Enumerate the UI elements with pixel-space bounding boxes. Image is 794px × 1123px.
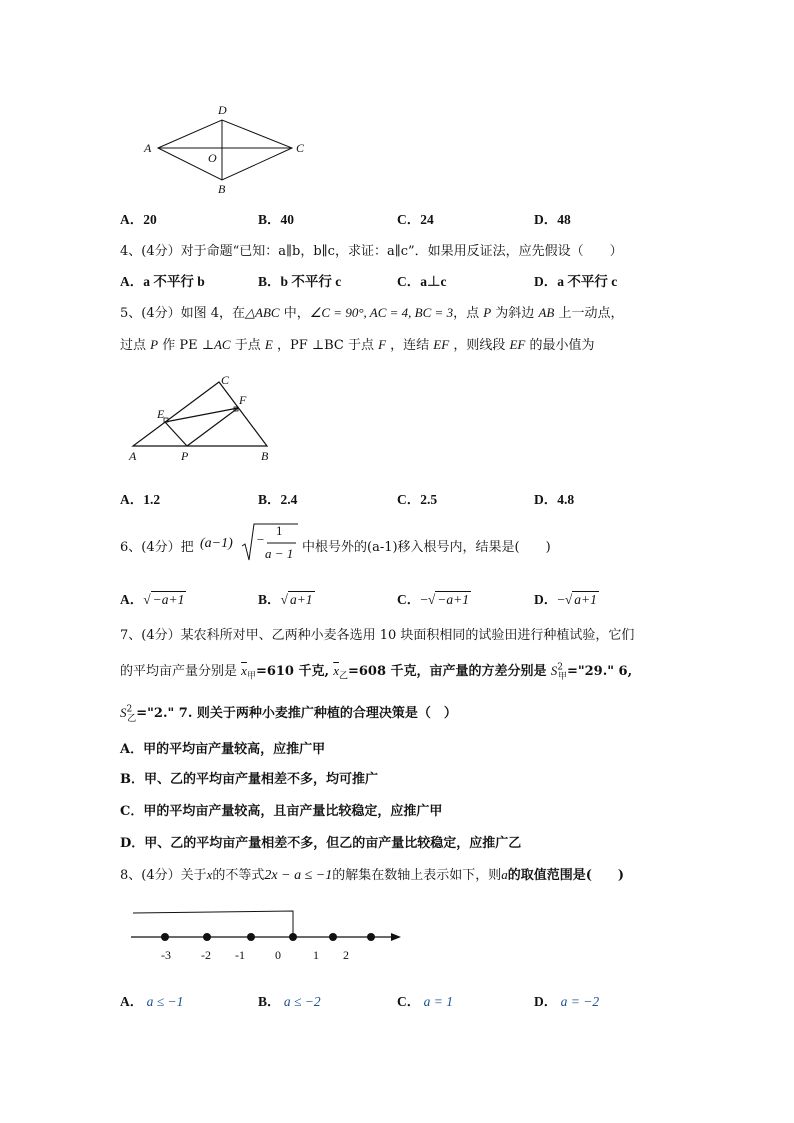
rhombus-figure <box>140 100 310 195</box>
tick-label: 1 <box>313 948 319 962</box>
tick-label: 2 <box>343 948 349 962</box>
q5-option-b[interactable]: B．2.4 <box>258 492 298 507</box>
triangle-figure <box>125 372 285 467</box>
q3-option-d[interactable]: D．48 <box>534 212 571 227</box>
q6-numerator: 1 <box>276 523 283 538</box>
triangle-label-p: P <box>181 449 189 463</box>
q6-minus: − <box>256 532 265 547</box>
q3-option-a[interactable]: A．20 <box>120 212 157 227</box>
tick-label: 0 <box>275 948 281 962</box>
tick-label: -1 <box>235 948 245 962</box>
tick-label: -2 <box>201 948 211 962</box>
q7-option-d[interactable]: D．甲、乙的平均亩产量相差不多，但乙的亩产量比较稳定，应推广乙 <box>120 836 522 851</box>
triangle-label-e: E <box>157 407 165 421</box>
rhombus-label-c: C <box>296 141 305 155</box>
q3-option-c[interactable]: C．24 <box>397 212 434 227</box>
number-line <box>125 905 415 965</box>
triangle-label-f: F <box>239 393 247 407</box>
q3-option-b[interactable]: B．40 <box>258 212 295 227</box>
q7-stem-line3: $S^2_乙="2$." 7. 则关于两种小麦推广种植的合理决策是（ ） <box>120 704 457 724</box>
q4-stem: 4、(4分）对于命题“已知：a∥b，b∥c，求证：a∥c”．如果用反证法，应先假设（ ） <box>120 244 623 259</box>
q6-denominator: a − 1 <box>265 546 294 561</box>
q6-stem-start: 6、(4分）把 <box>120 540 194 555</box>
rhombus-label-d: D <box>218 103 227 117</box>
q7-option-b[interactable]: B．甲、乙的平均亩产量相差不多，均可推广 <box>120 772 378 787</box>
q6-option-b[interactable]: B．√ a+1 <box>258 592 313 607</box>
triangle-label-a: A <box>129 449 137 463</box>
q7-stem-line1: 7、(4分）某农科所对甲、乙两种小麦各选用 10 块面积相同的试验田进行种植试验，它们 <box>120 628 635 643</box>
q5-option-c[interactable]: C．2.5 <box>397 492 438 507</box>
rhombus-label-o: O <box>208 151 217 165</box>
q5-option-a[interactable]: A．1.2 <box>120 492 161 507</box>
q8-option-c[interactable]: C． a = 1 <box>397 994 453 1009</box>
q6-option-a[interactable]: A．√ −a+1 <box>120 592 185 607</box>
q4-option-b[interactable]: B．b 不平行 c <box>258 274 342 289</box>
q4-option-c[interactable]: C．a⊥c <box>397 274 447 289</box>
q8-option-d[interactable]: D． a = −2 <box>534 994 600 1009</box>
q4-option-d[interactable]: D．a 不平行 c <box>534 274 618 289</box>
q5-stem-line1: 5、(4分）如图 4，在△ABC 中，∠C = 90°, AC = 4, BC = 3，点 P 为斜边 AB 上一动点， <box>120 305 624 321</box>
q6-option-d[interactable]: D．−√ a+1 <box>534 592 597 607</box>
rhombus-label-b: B <box>218 182 226 196</box>
tick-label: -3 <box>161 948 171 962</box>
q7-option-a[interactable]: A．甲的平均亩产量较高，应推广甲 <box>120 742 326 757</box>
q5-stem-line2: 过点 P 作 PE ⊥AC 于点 E ，PF ⊥BC 于点 F ，连结 EF ，则线段 EF 的最小值为 <box>120 337 595 353</box>
q6-stem-end: 中根号外的(a-1)移入根号内，结果是( ) <box>302 540 551 555</box>
triangle-label-c: C <box>221 373 230 387</box>
q7-stem-line2: 的平均亩产量分别是 $\overline{x}_甲=610$ 千克, $\overline{x}_乙=608$ 千克，亩产量的方差分别是 $S^2_甲="29$." 6, <box>120 662 633 682</box>
triangle-label-b: B <box>261 449 269 463</box>
q4-option-a[interactable]: A．a 不平行 b <box>120 274 205 289</box>
q8-stem: 8、(4分）关于x的不等式2x − a ≤ −1的解集在数轴上表示如下，则a的取值范围是( ) <box>120 867 625 883</box>
q8-option-b[interactable]: B． a ≤ −2 <box>258 994 321 1009</box>
q6-factor: (a−1) <box>200 536 233 551</box>
q6-option-c[interactable]: C．−√ −a+1 <box>397 592 470 607</box>
q5-option-d[interactable]: D．4.8 <box>534 492 575 507</box>
q7-option-c[interactable]: C．甲的平均亩产量较高，且亩产量比较稳定，应推广甲 <box>120 804 443 819</box>
q8-option-a[interactable]: A． a ≤ −1 <box>120 994 184 1009</box>
rhombus-label-a: A <box>144 141 152 155</box>
